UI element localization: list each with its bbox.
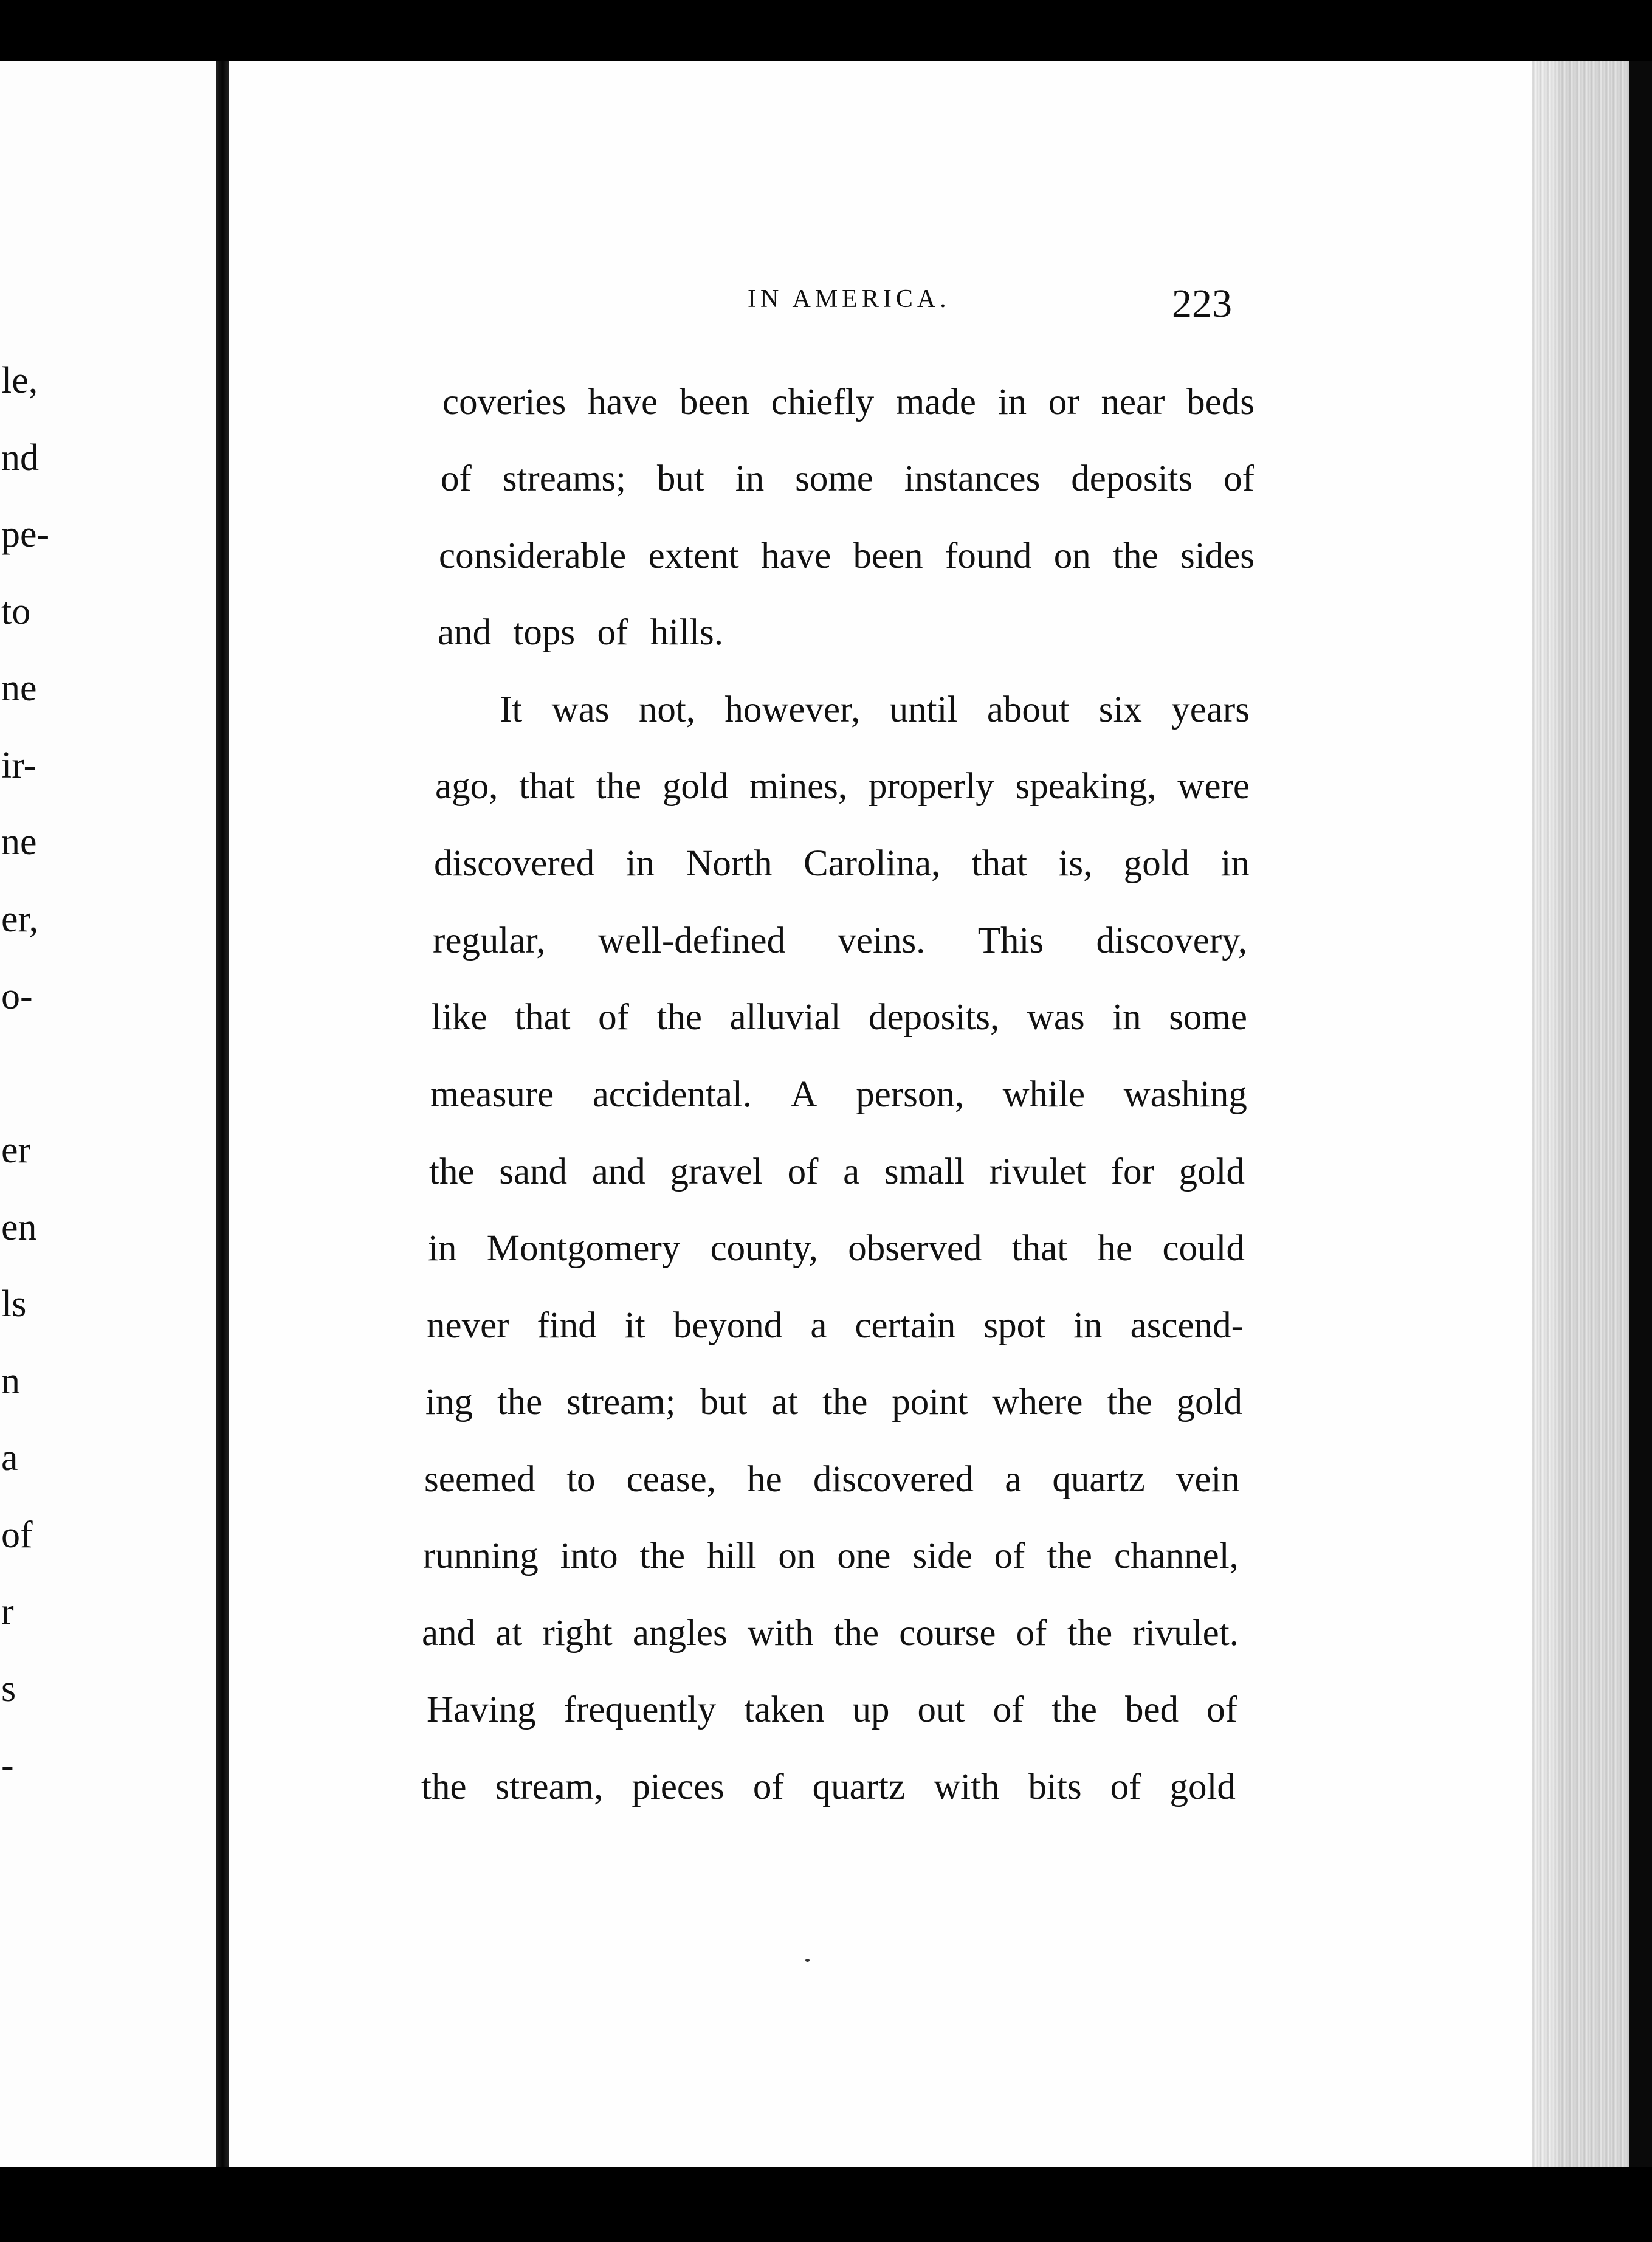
text-line <box>421 1763 1236 1812</box>
word: the <box>1113 536 1158 576</box>
left-line-fragment: o- <box>1 976 33 1017</box>
left-line-fragment: pe- <box>1 514 50 555</box>
word: been <box>853 536 923 576</box>
word: sides <box>1180 536 1254 576</box>
word: quartz <box>1052 1459 1145 1500</box>
word: the <box>1047 1536 1092 1576</box>
word: the <box>596 766 642 807</box>
page-number: 223 <box>1172 281 1232 326</box>
word: years <box>1171 689 1250 730</box>
word: is, <box>1058 843 1093 884</box>
left-line-fragment: r <box>1 1591 14 1632</box>
word: Carolina, <box>804 843 941 884</box>
word: the <box>1067 1613 1113 1654</box>
word: at <box>495 1613 523 1654</box>
word: accidental. <box>592 1074 752 1115</box>
word: sand <box>499 1151 568 1192</box>
word: discovery, <box>1096 920 1247 961</box>
word: taken <box>744 1689 825 1730</box>
text-line <box>441 455 1254 503</box>
word: gold <box>1123 843 1190 884</box>
scan-speck <box>805 1959 810 1962</box>
word: a <box>810 1305 827 1346</box>
left-line-fragment: a <box>1 1437 18 1478</box>
word: about <box>986 689 1070 730</box>
word: extent <box>648 536 739 576</box>
word: of <box>1110 1767 1141 1807</box>
text-line <box>442 378 1254 427</box>
word: the <box>429 1151 475 1192</box>
word: spot <box>983 1305 1046 1346</box>
word: It <box>500 689 523 730</box>
word: was <box>1027 997 1085 1038</box>
left-line-fragment: to <box>1 591 31 632</box>
word: veins. <box>838 920 926 961</box>
word: ing <box>425 1382 473 1423</box>
word: while <box>1002 1074 1086 1115</box>
running-head: IN AMERICA. <box>748 285 951 313</box>
book-gutter <box>216 61 229 2167</box>
word: gold <box>1176 1382 1242 1423</box>
word: rivulet. <box>1132 1613 1239 1654</box>
word: where <box>992 1382 1083 1423</box>
word: quartz <box>812 1767 906 1807</box>
word: in <box>997 382 1027 423</box>
word: stream, <box>495 1767 604 1807</box>
word: instances <box>904 458 1041 499</box>
word: angles <box>632 1613 728 1654</box>
word: however, <box>724 689 861 730</box>
text-line <box>500 686 1250 734</box>
word: the <box>1107 1382 1152 1423</box>
word: bed <box>1125 1689 1179 1730</box>
word: the <box>822 1382 868 1423</box>
left-line-fragment: s <box>1 1668 16 1709</box>
word: near <box>1101 382 1165 423</box>
word: deposits <box>1071 458 1193 499</box>
word: of <box>993 1689 1024 1730</box>
word: coveries <box>442 382 566 423</box>
left-line-fragment: n <box>1 1361 20 1402</box>
text-line <box>424 1455 1240 1504</box>
word: on <box>778 1536 816 1576</box>
text-line <box>427 1686 1237 1734</box>
word: was <box>551 689 610 730</box>
word: frequently <box>563 1689 717 1730</box>
word: some <box>795 458 873 499</box>
text-line <box>422 1609 1239 1658</box>
word: streams; <box>502 458 627 499</box>
word: a <box>1005 1459 1022 1500</box>
word: or <box>1048 382 1079 423</box>
word: never <box>427 1305 509 1346</box>
word: the <box>656 997 702 1038</box>
word: he <box>1097 1228 1133 1269</box>
word: that <box>971 843 1028 884</box>
text-line <box>439 532 1254 581</box>
word: course <box>899 1613 996 1654</box>
word: the <box>497 1382 543 1423</box>
text-line <box>438 609 723 657</box>
word: in <box>1112 997 1141 1038</box>
left-line-fragment: ne <box>1 667 37 709</box>
word: of <box>597 612 628 653</box>
word: six <box>1098 689 1142 730</box>
word: out <box>917 1689 965 1730</box>
word: been <box>679 382 750 423</box>
word: the <box>833 1613 879 1654</box>
word: discovered <box>434 843 595 884</box>
word: like <box>432 997 487 1038</box>
word: that <box>1011 1228 1068 1269</box>
word: North <box>686 843 773 884</box>
text-line <box>425 1378 1242 1427</box>
word: cease, <box>626 1459 716 1500</box>
word: until <box>889 689 958 730</box>
scan-top-border <box>0 0 1652 61</box>
word: that <box>519 766 575 807</box>
word: observed <box>848 1228 982 1269</box>
word: but <box>700 1382 748 1423</box>
word: found <box>945 536 1032 576</box>
word: and <box>438 612 492 653</box>
word: some <box>1169 997 1247 1038</box>
text-line <box>434 840 1250 888</box>
word: could <box>1162 1228 1245 1269</box>
word: point <box>892 1382 968 1423</box>
word: gold <box>1169 1767 1236 1807</box>
left-line-fragment: ir- <box>1 745 36 786</box>
word: regular, <box>433 920 546 961</box>
word: washing <box>1123 1074 1247 1115</box>
word: of <box>598 997 629 1038</box>
text-line <box>427 1302 1244 1350</box>
word: in <box>1073 1305 1103 1346</box>
word: of <box>441 458 472 499</box>
word: were <box>1177 766 1250 807</box>
text-line <box>433 917 1247 965</box>
word: made <box>895 382 976 423</box>
word: of <box>787 1151 819 1192</box>
left-line-fragment: - <box>1 1745 14 1786</box>
word: have <box>761 536 831 576</box>
word: with <box>747 1613 814 1654</box>
word: beyond <box>673 1305 783 1346</box>
word: stream; <box>566 1382 676 1423</box>
word: one <box>837 1536 891 1576</box>
word: the <box>639 1536 686 1576</box>
word: the <box>421 1767 467 1807</box>
word: he <box>747 1459 782 1500</box>
text-line <box>429 1148 1245 1196</box>
word: channel, <box>1113 1536 1239 1576</box>
word: of <box>1206 1689 1237 1730</box>
left-line-fragment: ls <box>1 1283 27 1325</box>
word: well-defined <box>597 920 786 961</box>
word: not, <box>638 689 696 730</box>
word: Having <box>427 1689 536 1730</box>
word: that <box>515 997 571 1038</box>
word: discovered <box>813 1459 974 1500</box>
word: into <box>560 1536 618 1576</box>
word: A <box>790 1074 817 1115</box>
word: bits <box>1028 1767 1082 1807</box>
word: of <box>994 1536 1025 1576</box>
left-line-fragment: nd <box>1 437 39 478</box>
left-line-fragment: of <box>1 1514 33 1556</box>
word: hills. <box>650 612 723 653</box>
left-line-fragment: er, <box>1 899 39 940</box>
word: find <box>537 1305 597 1346</box>
word: for <box>1110 1151 1154 1192</box>
word: in <box>735 458 765 499</box>
left-line-fragment: le, <box>1 360 38 401</box>
word: right <box>542 1613 613 1654</box>
word: rivulet <box>989 1151 1086 1192</box>
word: it <box>624 1305 645 1346</box>
word: a <box>843 1151 860 1192</box>
left-line-fragment: er <box>1 1130 31 1171</box>
word: of <box>752 1767 784 1807</box>
word: This <box>977 920 1044 961</box>
left-page-fragment <box>0 61 216 2167</box>
word: vein <box>1175 1459 1240 1500</box>
left-line-fragment: ne <box>1 821 37 863</box>
word: in <box>1220 843 1250 884</box>
word: and <box>422 1613 476 1654</box>
word: ascend- <box>1130 1305 1244 1346</box>
word: hill <box>707 1536 757 1576</box>
word: seemed <box>424 1459 535 1500</box>
word: at <box>771 1382 799 1423</box>
word: gold <box>1179 1151 1245 1192</box>
word: ago, <box>435 766 498 807</box>
word: of <box>1016 1613 1047 1654</box>
word: in <box>625 843 655 884</box>
text-line <box>432 993 1247 1042</box>
word: have <box>587 382 658 423</box>
text-line <box>435 762 1250 811</box>
word: chiefly <box>771 382 875 423</box>
word: running <box>423 1536 539 1576</box>
scan-right-border <box>1629 61 1652 2167</box>
word: beds <box>1186 382 1254 423</box>
word: mines, <box>749 766 848 807</box>
word: tops <box>513 612 576 653</box>
word: gravel <box>670 1151 763 1192</box>
scan-bottom-border <box>0 2167 1652 2242</box>
word: but <box>656 458 704 499</box>
word: certain <box>855 1305 956 1346</box>
word: of <box>1224 458 1254 499</box>
word: speaking, <box>1015 766 1157 807</box>
word: person, <box>856 1074 965 1115</box>
word: alluvial <box>729 997 841 1038</box>
page-edge-stack <box>1532 61 1629 2167</box>
word: side <box>912 1536 972 1576</box>
word: small <box>884 1151 965 1192</box>
word: up <box>852 1689 890 1730</box>
word: considerable <box>439 536 627 576</box>
word: Montgomery <box>486 1228 681 1269</box>
word: and <box>591 1151 645 1192</box>
text-line <box>430 1071 1247 1119</box>
word: on <box>1053 536 1091 576</box>
word: properly <box>868 766 994 807</box>
word: deposits, <box>869 997 1000 1038</box>
word: measure <box>430 1074 554 1115</box>
word: county, <box>710 1228 818 1269</box>
word: pieces <box>632 1767 724 1807</box>
word: gold <box>662 766 729 807</box>
left-line-fragment: en <box>1 1207 37 1248</box>
text-line <box>423 1532 1239 1581</box>
text-line <box>428 1224 1245 1273</box>
word: in <box>428 1228 457 1269</box>
word: with <box>934 1767 1000 1807</box>
word: the <box>1051 1689 1097 1730</box>
word: to <box>566 1459 596 1500</box>
